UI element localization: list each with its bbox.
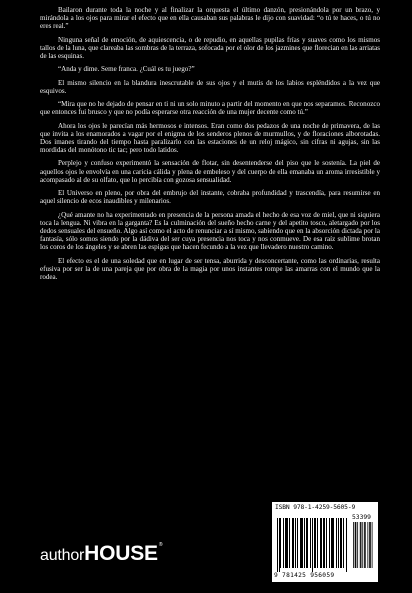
barcode-addon-bar xyxy=(353,522,354,568)
barcode-addon-bar xyxy=(356,522,357,568)
barcode-addon-bar xyxy=(365,522,366,568)
publisher-logo xyxy=(40,542,162,566)
barcode-bar xyxy=(301,518,302,568)
barcode-bar xyxy=(324,518,325,568)
barcode-addon-bar xyxy=(362,522,363,568)
paragraph-3: “Anda y dime. Seme franca. ¿Cuál es tu juego?” xyxy=(58,65,195,74)
barcode-bar xyxy=(340,518,341,568)
barcode-bar xyxy=(280,518,281,568)
barcode-bar xyxy=(302,518,303,568)
barcode-bar xyxy=(310,518,311,568)
paragraph-8: El Universo en pleno, por obra del embrujo del instante, cobraba profundidad y trascendía, para resumirse en aquel silencio de ecos inaudibles y milenarios. xyxy=(40,189,380,206)
registered-mark: ® xyxy=(158,542,163,548)
barcode-bar xyxy=(326,518,327,568)
barcode-bar xyxy=(338,518,339,568)
barcode-bar xyxy=(343,518,344,568)
barcode-bar xyxy=(333,518,334,568)
barcode-addon-bar xyxy=(357,522,358,568)
synopsis-text xyxy=(40,6,380,281)
paragraph-5: “Mira que no he dejado de pensar en ti ni un solo minuto a partir del momento en que nos separamos. Reconozco que entonces fui brusco y que no podía esperarse otra reacción de una mujer decente como tú.” xyxy=(40,100,380,117)
isbn-label: ISBN 978-1-4259-5605-9 xyxy=(275,504,356,511)
barcode-bar xyxy=(286,518,287,568)
barcode-addon-bar xyxy=(355,522,356,568)
barcode-bar xyxy=(277,518,278,572)
paragraph-4: El mismo silencio en la blandura inescrutable de sus ojos y el mutis de los labios espléndidos a la vez que esquivos. xyxy=(40,78,380,95)
logo-part-author: author xyxy=(40,547,85,564)
barcode-addon-bar xyxy=(367,522,368,568)
barcode-bar xyxy=(320,518,321,568)
barcode-bar xyxy=(323,518,324,568)
barcode-bar xyxy=(307,518,308,568)
barcode-bar xyxy=(279,518,280,572)
paragraph-6: Ahora los ojos le parecían más hermosos e intensos. Eran como dos pedazos de una noche de primavera, de las que invita a los enamorados a vagar por el enigma de los senderos plenos de murmullos, y de floraciones alborotadas. Dos imanes tirando del tiempo hasta paralizarlo con las estaciones de un reloj mágico, sin cifras ni agujas, sin las mordidas del monótono tic tac; pero todo latidos. xyxy=(40,121,380,155)
barcode-bars xyxy=(275,514,375,572)
barcode-addon-bar xyxy=(364,522,365,568)
barcode-addon-bar xyxy=(369,522,370,568)
barcode-bar xyxy=(314,518,315,568)
barcode-bar xyxy=(306,518,307,568)
paragraph-10: El efecto es el de una soledad que en lugar de ser tensa, aburrida y desconcertante, como las ordinarias, resulta efusiva por ser la de una pareja que por obra de la magia por unos instantes rompe las amarras con el mundo que la rodea. xyxy=(40,256,380,281)
barcode-addon-bar xyxy=(360,522,361,568)
barcode-bar xyxy=(317,518,318,568)
paragraph-2: Ninguna señal de emoción, de aquiescencia, o de repudio, en aquellas pupilas frías y suaves como los mismos tallos de la luna, que clareaba las sombras de la terraza, sofocada por el olor de los jazmines que florecian en las arriatas de las esquinas. xyxy=(40,35,380,60)
isbn-barcode-box xyxy=(272,502,378,582)
barcode-bar xyxy=(293,518,294,568)
price-code: 53399 xyxy=(352,514,371,521)
barcode-bar xyxy=(331,518,332,568)
barcode-bar xyxy=(300,518,301,568)
barcode-digits: 9 781425 956059 xyxy=(274,572,335,579)
barcode-bar xyxy=(304,518,305,568)
barcode-bar xyxy=(292,518,293,568)
barcode-bar xyxy=(321,518,322,568)
paragraph-9: ¿Qué amante no ha experimentado en presencia de la persona amada el hecho de esa voz de miel, que ni siquiera toca la lengua. Ni vibra en la garganta? Es la culminación del sueño hecho carne y del apetito tosco, aletargado por los dedos sensuales del ensueño. Algo así como el acto de renunciar a sí mismo, sabiendo que en la absorción dictada por la fantasía, sólo somos siendo por la dádiva del ser cuya presencia nos toca y nos conmueve. De esa raíz sublime brotan los coros de los ángeles y se abren las espigas que hacen fecundo a la vez que llevadero nuestro camino. xyxy=(40,210,380,252)
barcode-bar xyxy=(329,518,330,568)
barcode-bar xyxy=(289,518,290,568)
barcode-bar xyxy=(336,518,337,568)
barcode-bar xyxy=(283,518,284,568)
barcode-bar xyxy=(295,518,296,568)
barcode-bar xyxy=(341,518,342,568)
barcode-addon-bar xyxy=(370,522,371,568)
barcode-bar xyxy=(346,518,347,572)
barcode-bar xyxy=(287,518,288,568)
barcode-bar xyxy=(297,518,298,568)
barcode-addon-bar xyxy=(372,522,373,568)
paragraph-1: Bailaron durante toda la noche y al finalizar la orquesta el último danzón, presionándola por un brazo, y mirándola a los ojos para mirar el efecto que en ella causaban sus palabras le dijo con suavidad: “o tú te haces, o tú no eres real.” xyxy=(40,6,380,31)
barcode-bar xyxy=(312,518,313,572)
logo-part-house: HOUSE xyxy=(84,542,158,565)
barcode-addon-bar xyxy=(361,522,362,568)
barcode-bar xyxy=(315,518,316,568)
paragraph-7: Perplejo y confuso experimentó la sensación de flotar, sin desentenderse del piso que le sostenía. La piel de aquellos ojos le envolvía en una caricia cálida y plena de embeleso y del cuerpo de ella emanaba un aroma irresistible y acompasado al de su olfato, que lo percibía con gozosa sensualidad. xyxy=(40,159,380,184)
barcode-bar xyxy=(285,518,286,568)
barcode-bar xyxy=(332,518,333,568)
